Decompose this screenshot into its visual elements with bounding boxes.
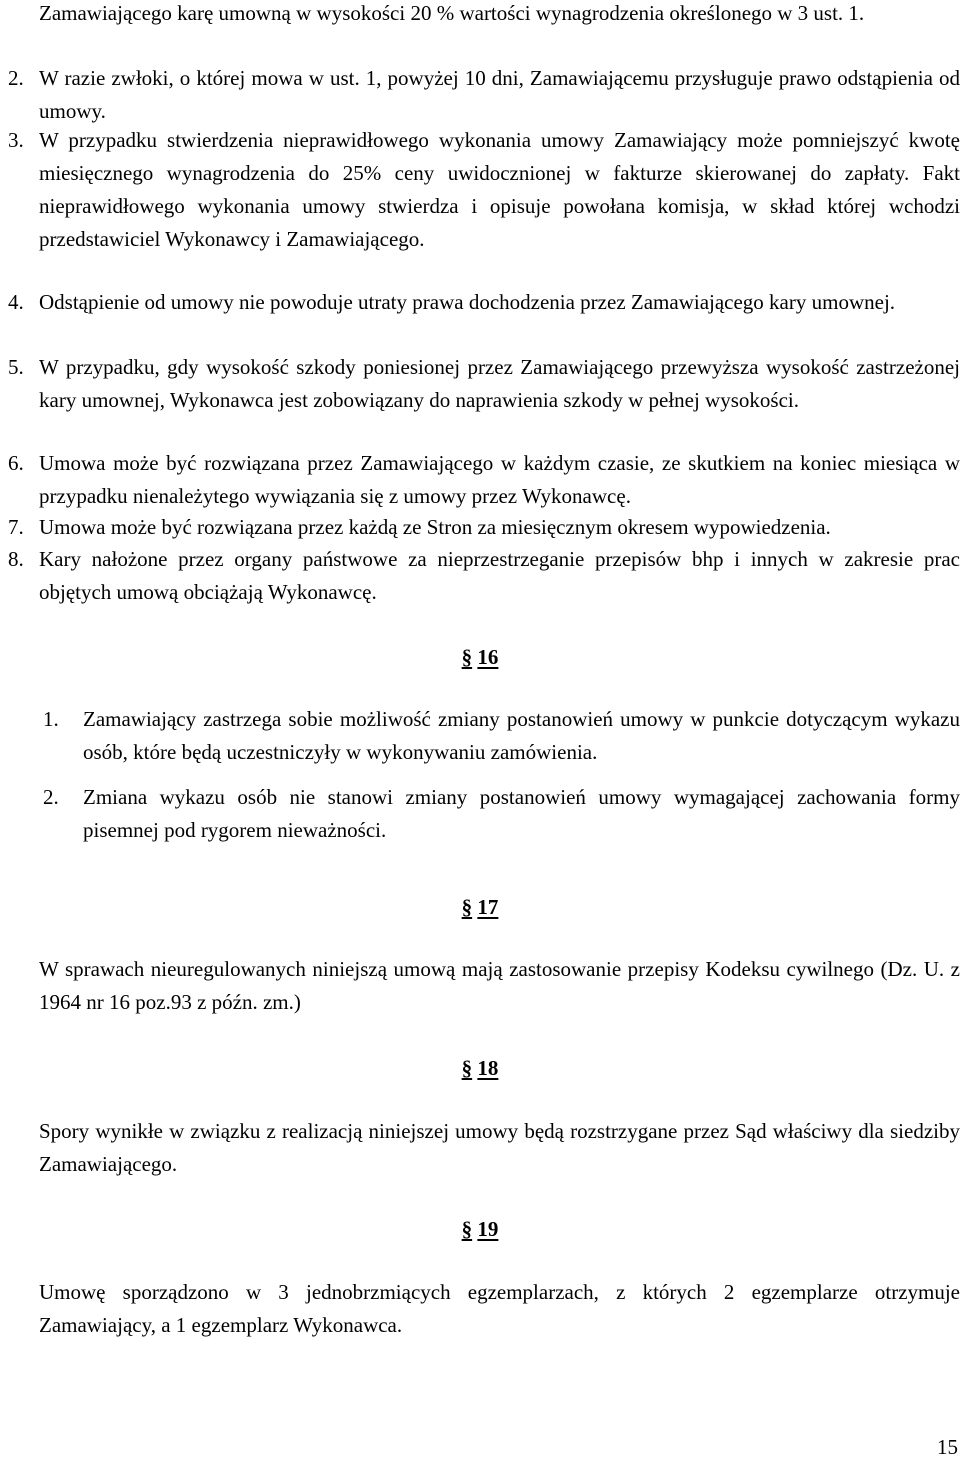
item-text: Zmiana wykazu osób nie stanowi zmiany postanowień umowy wymagającej zachowania formy pisemnej pod rygorem nieważności. [83,785,960,842]
list-item-3 [8,124,960,256]
list-item-4 [8,286,960,319]
item-text: W razie zwłoki, o której mowa w ust. 1, powyżej 10 dni, Zamawiającemu przysługuje prawo odstąpienia od umowy. [39,66,960,123]
section-sign: § [461,645,473,669]
section-number: 18 [477,1056,499,1080]
item-number: 5. [8,355,24,379]
section-heading-18 [0,1053,960,1083]
section-16-item-2 [43,781,960,847]
item-number: 3. [8,128,24,152]
section-heading-19 [0,1214,960,1244]
item-number: 8. [8,547,24,571]
section-19-text: Umowę sporządzono w 3 jednobrzmiących egzemplarzach, z których 2 egzemplarze otrzymuje Zamawiający, a 1 egzemplarz Wykonawca. [39,1280,960,1337]
list-item-7 [8,511,960,544]
section-16-item-1 [43,703,960,769]
item-number: 6. [8,451,24,475]
item-text: Umowa może być rozwiązana przez każdą ze Stron za miesięcznym okresem wypowiedzenia. [39,515,831,539]
section-heading-16 [0,642,960,672]
list-item-8 [8,543,960,609]
item-text: Kary nałożone przez organy państwowe za nieprzestrzeganie przepisów bhp i innych w zakresie prac objętych umową obciążają Wykonawcę. [39,547,960,604]
item-text: W przypadku stwierdzenia nieprawidłowego wykonania umowy Zamawiający może pomniejszyć kwotę miesięcznego wynagrodzenia do 25% ceny uwidocznionej w fakturze skierowanej do zapłaty. Fakt nieprawidłowego wykonania umowy stwierdza i opisuje powołana komisja, w skład której wchodzi przedstawiciel Wykonawcy i Zamawiającego. [39,128,960,251]
item-number: 4. [8,290,24,314]
item-number: 7. [8,515,24,539]
item-number: 2. [8,66,24,90]
list-item-2 [8,62,960,128]
item-text: Zamawiający zastrzega sobie możliwość zmiany postanowień umowy w punkcie dotyczącym wykazu osób, które będą uczestniczyły w wykonywaniu zamówienia. [83,707,960,764]
item-text: Umowa może być rozwiązana przez Zamawiającego w każdym czasie, ze skutkiem na koniec miesiąca w przypadku nienależytego wywiązania się z umowy przez Wykonawcę. [39,451,960,508]
section-number: 19 [477,1217,499,1241]
section-number: 16 [477,645,499,669]
list-item-5 [8,351,960,417]
section-sign: § [461,895,473,919]
section-number: 17 [477,895,499,919]
item-text: W przypadku, gdy wysokość szkody poniesionej przez Zamawiającego przewyższa wysokość zastrzeżonej kary umownej, Wykonawca jest zobowiązany do naprawienia szkody w pełnej wysokości. [39,355,960,412]
list-item-6 [8,447,960,513]
item-number: 2. [43,785,59,809]
section-sign: § [461,1056,473,1080]
section-18-text: Spory wynikłe w związku z realizacją niniejszej umowy będą rozstrzygane przez Sąd właściwy dla siedziby Zamawiającego. [39,1119,960,1176]
section-sign: § [461,1217,473,1241]
item-number: 1. [43,707,59,731]
item-text: Zamawiającego karę umowną w wysokości 20 % wartości wynagrodzenia określonego w 3 ust. 1. [39,1,865,25]
section-heading-17 [0,892,960,922]
page-number: 15 [937,1435,958,1459]
list-item-continuation [8,0,960,30]
section-17-text: W sprawach nieuregulowanych niniejszą umową mają zastosowanie przepisy Kodeksu cywilnego (Dz. U. z 1964 nr 16 poz.93 z późn. zm.) [39,957,960,1014]
item-text: Odstąpienie od umowy nie powoduje utraty prawa dochodzenia przez Zamawiającego kary umownej. [39,290,896,314]
